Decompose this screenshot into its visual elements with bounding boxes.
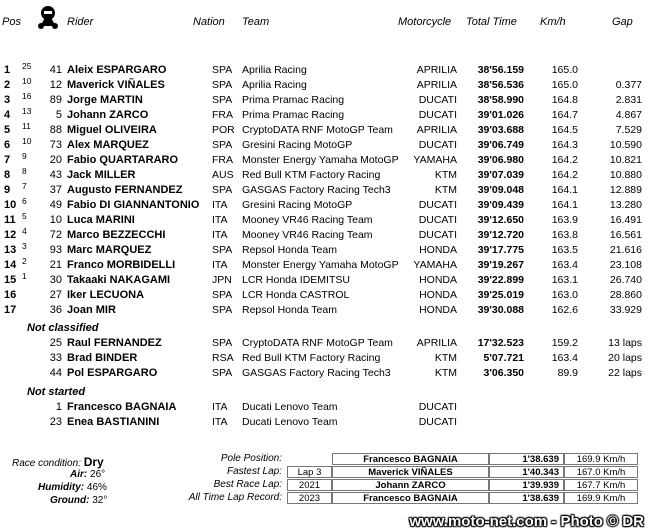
gap: 16.561 xyxy=(609,229,642,241)
motorcycle: HONDA xyxy=(419,244,457,256)
position: 11 xyxy=(4,214,16,226)
motorcycle: HONDA xyxy=(419,289,457,301)
rider-name: Enea BASTIANINI xyxy=(67,416,160,428)
not-started-heading: Not started xyxy=(27,386,86,398)
team-name: Prima Pramac Racing xyxy=(242,94,345,106)
speed-kmh: 164.2 xyxy=(551,169,578,181)
team-name: Mooney VR46 Racing Team xyxy=(242,229,373,241)
rider-number: 10 xyxy=(49,214,62,226)
team-name: LCR Honda IDEMITSU xyxy=(242,274,350,286)
race-condition-label: Race condition: xyxy=(12,458,81,469)
table-row xyxy=(0,289,650,304)
motorcycle: YAMAHA xyxy=(413,259,457,271)
team-name: Ducati Lenovo Team xyxy=(242,416,338,428)
speed-kmh: 162.6 xyxy=(551,304,578,316)
nation: JPN xyxy=(212,274,232,286)
position: 2 xyxy=(4,79,11,91)
motorcycle: APRILIA xyxy=(416,64,457,76)
gap: 0.377 xyxy=(615,79,642,91)
gap: 13 laps xyxy=(608,337,642,349)
nation: ITA xyxy=(212,229,228,241)
position: 7 xyxy=(4,154,11,166)
gap: 21.616 xyxy=(609,244,642,256)
nation: ITA xyxy=(212,259,228,271)
gap: 28.860 xyxy=(609,289,642,301)
speed-kmh: 163.5 xyxy=(551,244,578,256)
ground-label: Ground: xyxy=(50,495,90,506)
total-time: 17'32.523 xyxy=(477,337,524,349)
rider-number: 33 xyxy=(49,352,62,364)
nation: SPA xyxy=(212,64,233,76)
rider-number: 25 xyxy=(49,337,62,349)
speed-kmh: 164.5 xyxy=(551,124,578,136)
record-lap: 2021 xyxy=(287,479,332,491)
rider-name: Marco BEZZECCHI xyxy=(67,229,166,241)
gap: 13.280 xyxy=(609,199,642,211)
team-name: GASGAS Factory Racing Tech3 xyxy=(242,184,391,196)
motorcycle: DUCATI xyxy=(418,401,457,413)
header-gap: Gap xyxy=(612,16,633,28)
motorcycle: HONDA xyxy=(419,274,457,286)
speed-kmh: 164.7 xyxy=(551,109,578,121)
table-row xyxy=(0,401,650,416)
watermark: www.moto-net.com - Photo © DR xyxy=(409,513,644,530)
speed-kmh: 163.4 xyxy=(551,352,578,364)
speed-kmh: 163.8 xyxy=(551,229,578,241)
record-speed: 169.9 Km/h xyxy=(564,453,638,465)
not-classified-heading: Not classified xyxy=(27,322,99,334)
rider-name: Marc MARQUEZ xyxy=(67,244,152,256)
speed-kmh: 164.2 xyxy=(551,154,578,166)
humidity-value: 46% xyxy=(86,482,107,493)
record-lap: 2023 xyxy=(287,492,332,504)
total-time: 39'19.267 xyxy=(477,259,524,271)
table-row xyxy=(0,304,650,319)
rider-number: 12 xyxy=(49,79,62,91)
table-row xyxy=(0,151,650,169)
rider-name: Jorge MARTIN xyxy=(67,94,143,106)
total-time: 39'01.026 xyxy=(477,109,524,121)
rider-number: 5 xyxy=(55,109,62,121)
total-time: 39'12.650 xyxy=(477,214,524,226)
record-rider: Francesco BAGNAIA xyxy=(332,492,489,504)
motorcycle: DUCATI xyxy=(418,214,457,226)
grid-position: 10 xyxy=(22,76,32,86)
motorcycle: DUCATI xyxy=(418,109,457,121)
rider-number: 44 xyxy=(49,367,62,379)
table-row xyxy=(0,166,650,184)
record-label: Pole Position: xyxy=(220,453,282,464)
gap: 10.590 xyxy=(609,139,642,151)
rider-name: Alex MARQUEZ xyxy=(67,139,149,151)
total-time: 39'09.439 xyxy=(477,199,524,211)
position: 8 xyxy=(4,169,11,181)
nation: ITA xyxy=(212,401,228,413)
team-name: GASGAS Factory Racing Tech3 xyxy=(242,367,391,379)
nation: ITA xyxy=(212,416,228,428)
grid-position: 5 xyxy=(22,211,27,221)
position: 14 xyxy=(4,259,17,271)
gap: 12.889 xyxy=(609,184,642,196)
rider-name: Aleix ESPARGARO xyxy=(67,64,167,76)
record-speed: 167.7 Km/h xyxy=(564,479,638,491)
team-name: Mooney VR46 Racing Team xyxy=(242,214,373,226)
helmet-icon xyxy=(36,4,60,35)
record-time: 1'40.343 xyxy=(489,466,564,478)
team-name: Repsol Honda Team xyxy=(242,244,337,256)
rider-number: 36 xyxy=(49,304,62,316)
motorcycle: KTM xyxy=(434,169,457,181)
position: 5 xyxy=(4,124,11,136)
rider-number: 49 xyxy=(49,199,62,211)
motorcycle: YAMAHA xyxy=(413,154,457,166)
grid-position: 25 xyxy=(22,61,32,71)
grid-position: 11 xyxy=(22,121,31,131)
rider-number: 21 xyxy=(49,259,62,271)
total-time: 39'17.775 xyxy=(477,244,524,256)
nation: ITA xyxy=(212,199,228,211)
header-kmh: Km/h xyxy=(540,16,566,28)
gap: 20 laps xyxy=(608,352,642,364)
rider-number: 43 xyxy=(49,169,62,181)
team-name: Gresini Racing MotoGP xyxy=(242,139,353,151)
rider-name: Franco MORBIDELLI xyxy=(67,259,176,271)
total-time: 39'12.720 xyxy=(477,229,524,241)
speed-kmh: 163.4 xyxy=(551,259,578,271)
air-value: 26° xyxy=(90,469,106,480)
rider-number: 72 xyxy=(49,229,62,241)
table-row xyxy=(0,226,650,244)
table-row xyxy=(0,416,650,431)
header-motorcycle: Motorcycle xyxy=(398,16,452,28)
record-lap: Lap 3 xyxy=(287,466,332,478)
position: 12 xyxy=(4,229,17,241)
grid-position: 6 xyxy=(22,196,27,206)
speed-kmh: 164.3 xyxy=(551,139,578,151)
rider-name: Maverick VIÑALES xyxy=(67,79,165,91)
rider-number: 89 xyxy=(49,94,62,106)
team-name: LCR Honda CASTROL xyxy=(242,289,350,301)
grid-position: 4 xyxy=(22,226,27,236)
speed-kmh: 164.1 xyxy=(551,199,578,211)
grid-position: 10 xyxy=(22,136,32,146)
nation: AUS xyxy=(212,169,234,181)
total-time: 39'09.048 xyxy=(477,184,524,196)
motorcycle: KTM xyxy=(434,352,457,364)
grid-position: 1 xyxy=(22,271,27,281)
nation: SPA xyxy=(212,289,233,301)
record-time: 1'39.939 xyxy=(489,479,564,491)
position: 3 xyxy=(4,94,11,106)
team-name: CryptoDATA RNF MotoGP Team xyxy=(242,124,393,136)
motorcycle: KTM xyxy=(434,367,457,379)
gap: 23.108 xyxy=(609,259,642,271)
team-name: Gresini Racing MotoGP xyxy=(242,199,353,211)
rider-name: Iker LECUONA xyxy=(67,289,145,301)
nation: RSA xyxy=(212,352,234,364)
motorcycle: KTM xyxy=(434,184,457,196)
humidity-label: Humidity: xyxy=(38,482,85,493)
table-row xyxy=(0,196,650,214)
table-row xyxy=(0,337,650,352)
table-row xyxy=(0,352,650,367)
nation: FRA xyxy=(212,154,233,166)
gap: 4.867 xyxy=(615,109,642,121)
table-row xyxy=(0,241,650,259)
speed-kmh: 89.9 xyxy=(557,367,578,379)
gap: 10.880 xyxy=(609,169,642,181)
record-label: All Time Lap Record: xyxy=(188,492,282,503)
nation: SPA xyxy=(212,94,233,106)
nation: FRA xyxy=(212,109,233,121)
nation: POR xyxy=(212,124,235,136)
rider-name: Johann ZARCO xyxy=(67,109,149,121)
rider-number: 73 xyxy=(49,139,62,151)
speed-kmh: 163.1 xyxy=(551,274,578,286)
total-time: 39'06.749 xyxy=(477,139,524,151)
table-row xyxy=(0,136,650,154)
motorcycle: HONDA xyxy=(419,304,457,316)
motorcycle: DUCATI xyxy=(418,199,457,211)
motorcycle: APRILIA xyxy=(416,79,457,91)
table-row xyxy=(0,181,650,199)
total-time: 39'03.688 xyxy=(477,124,524,136)
nation: ITA xyxy=(212,214,228,226)
position: 1 xyxy=(4,64,11,76)
table-row xyxy=(0,91,650,109)
rider-name: Luca MARINI xyxy=(67,214,135,226)
team-name: Monster Energy Yamaha MotoGP xyxy=(242,154,399,166)
position: 6 xyxy=(4,139,11,151)
nation: SPA xyxy=(212,244,233,256)
gap: 26.740 xyxy=(609,274,642,286)
grid-position: 8 xyxy=(22,166,27,176)
total-time: 39'06.980 xyxy=(477,154,524,166)
team-name: Monster Energy Yamaha MotoGP xyxy=(242,259,399,271)
nation: SPA xyxy=(212,367,233,379)
speed-kmh: 164.1 xyxy=(551,184,578,196)
team-name: Aprilia Racing xyxy=(242,79,307,91)
motorcycle: APRILIA xyxy=(416,124,457,136)
speed-kmh: 163.0 xyxy=(551,289,578,301)
header-rider: Rider xyxy=(67,16,94,28)
gap: 22 laps xyxy=(608,367,642,379)
team-name: Aprilia Racing xyxy=(242,64,307,76)
motorcycle: DUCATI xyxy=(418,229,457,241)
team-name: Red Bull KTM Factory Racing xyxy=(242,352,381,364)
rider-name: Miguel OLIVEIRA xyxy=(67,124,157,136)
position: 13 xyxy=(4,244,17,256)
position: 9 xyxy=(4,184,11,196)
gap: 10.821 xyxy=(609,154,642,166)
team-name: Repsol Honda Team xyxy=(242,304,337,316)
record-speed: 167.0 Km/h xyxy=(564,466,638,478)
position: 15 xyxy=(4,274,17,286)
team-name: Prima Pramac Racing xyxy=(242,109,345,121)
position: 4 xyxy=(4,109,11,121)
total-time: 5'07.721 xyxy=(483,352,524,364)
record-time: 1'38.639 xyxy=(489,453,564,465)
team-name: Ducati Lenovo Team xyxy=(242,401,338,413)
record-speed: 169.9 Km/h xyxy=(564,492,638,504)
gap: 16.491 xyxy=(609,214,642,226)
total-time: 39'22.899 xyxy=(477,274,524,286)
record-lap xyxy=(287,453,332,465)
rider-number: 27 xyxy=(49,289,62,301)
position: 16 xyxy=(4,289,17,301)
table-row xyxy=(0,61,650,79)
race-condition-value: Dry xyxy=(83,455,104,469)
table-row xyxy=(0,211,650,229)
record-label: Best Race Lap: xyxy=(213,479,282,490)
table-row xyxy=(0,121,650,139)
team-name: CryptoDATA RNF MotoGP Team xyxy=(242,337,393,349)
header-team: Team xyxy=(242,16,270,28)
total-time: 39'07.039 xyxy=(477,169,524,181)
motorcycle: DUCATI xyxy=(418,416,457,428)
rider-name: Fabio DI GIANNANTONIO xyxy=(67,199,200,211)
rider-number: 23 xyxy=(49,416,62,428)
gap: 2.831 xyxy=(615,94,642,106)
table-row xyxy=(0,271,650,289)
header-total-time: Total Time xyxy=(466,16,517,28)
rider-number: 37 xyxy=(49,184,62,196)
grid-position: 7 xyxy=(22,181,27,191)
race-condition xyxy=(12,455,104,469)
rider-number: 30 xyxy=(49,274,62,286)
total-time: 38'58.990 xyxy=(477,94,524,106)
motorcycle: DUCATI xyxy=(418,94,457,106)
humidity xyxy=(38,482,107,493)
rider-name: Takaaki NAKAGAMI xyxy=(67,274,171,286)
rider-name: Fabio QUARTARARO xyxy=(67,154,179,166)
rider-name: Pol ESPARGARO xyxy=(67,367,158,379)
total-time: 38'56.536 xyxy=(477,79,524,91)
speed-kmh: 163.9 xyxy=(551,214,578,226)
speed-kmh: 159.2 xyxy=(551,337,578,349)
grid-position: 2 xyxy=(22,256,27,266)
grid-position: 16 xyxy=(22,91,32,101)
record-rider: Maverick VIÑALES xyxy=(332,466,489,478)
ground-temp xyxy=(50,495,107,506)
position: 17 xyxy=(4,304,17,316)
rider-number: 88 xyxy=(49,124,62,136)
rider-number: 93 xyxy=(49,244,62,256)
table-row xyxy=(0,256,650,274)
table-row xyxy=(0,76,650,94)
motorcycle: APRILIA xyxy=(416,337,457,349)
total-time: 39'30.088 xyxy=(477,304,524,316)
air-label: Air: xyxy=(70,469,88,480)
header-nation: Nation xyxy=(193,16,225,28)
air-temp xyxy=(70,469,105,480)
speed-kmh: 165.0 xyxy=(551,64,578,76)
rider-name: Brad BINDER xyxy=(67,352,138,364)
position: 10 xyxy=(4,199,17,211)
record-rider: Johann ZARCO xyxy=(332,479,489,491)
gap: 33.929 xyxy=(609,304,642,316)
team-name: Red Bull KTM Factory Racing xyxy=(242,169,381,181)
header-pos: Pos xyxy=(2,16,21,28)
record-time: 1'38.639 xyxy=(489,492,564,504)
rider-name: Joan MIR xyxy=(67,304,116,316)
nation: SPA xyxy=(212,79,233,91)
rider-number: 20 xyxy=(49,154,62,166)
total-time: 3'06.350 xyxy=(483,367,524,379)
speed-kmh: 165.0 xyxy=(551,79,578,91)
record-label: Fastest Lap: xyxy=(226,466,282,477)
motorcycle: DUCATI xyxy=(418,139,457,151)
rider-name: Raul FERNANDEZ xyxy=(67,337,162,349)
gap: 7.529 xyxy=(615,124,642,136)
grid-position: 9 xyxy=(22,151,27,161)
speed-kmh: 164.8 xyxy=(551,94,578,106)
grid-position: 3 xyxy=(22,241,27,251)
total-time: 39'25.019 xyxy=(477,289,524,301)
record-rider: Francesco BAGNAIA xyxy=(332,453,489,465)
rider-name: Jack MILLER xyxy=(67,169,136,181)
nation: SPA xyxy=(212,304,233,316)
ground-value: 32° xyxy=(92,495,108,506)
rider-number: 41 xyxy=(49,64,62,76)
nation: SPA xyxy=(212,139,233,151)
rider-name: Francesco BAGNAIA xyxy=(67,401,177,413)
grid-position: 13 xyxy=(22,106,32,116)
nation: SPA xyxy=(212,337,233,349)
table-row xyxy=(0,367,650,382)
total-time: 38'56.159 xyxy=(477,64,524,76)
table-row xyxy=(0,106,650,124)
nation: SPA xyxy=(212,184,233,196)
rider-number: 1 xyxy=(55,401,62,413)
rider-name: Augusto FERNANDEZ xyxy=(67,184,183,196)
